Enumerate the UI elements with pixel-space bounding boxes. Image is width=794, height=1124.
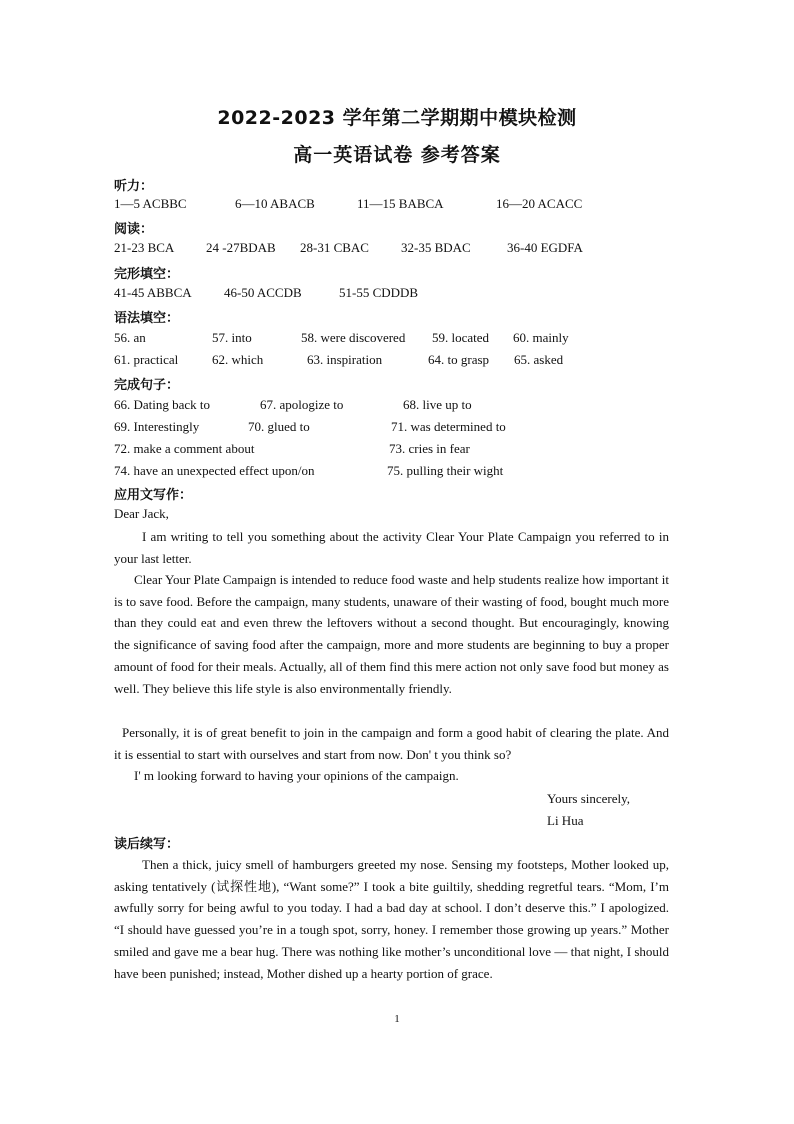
sentence-answers-row	[114, 441, 674, 461]
answer-item: 57. into	[212, 330, 252, 345]
answer-item: 59. located	[432, 330, 490, 345]
sentence-answers-row	[114, 419, 674, 439]
letter-salutation: Dear Jack,	[114, 506, 169, 521]
answer-item: 74. have an unexpected effect upon/on	[114, 463, 315, 478]
grammar-answers-row	[114, 330, 674, 350]
section-heading-grammar: 语法填空：	[114, 311, 180, 326]
continuation-paragraph: Then a thick, juicy smell of hamburgers greeted my nose. Sensing my footsteps, Mother looked up, asking tentatively (试探性地), “Want some?” I took a bite guiltily, shedding regretful tears. “Mom, I’m awfully sorry for being awful to you today. I had a bad day at school. I don’t deserve this.” I apologized. “I should have guessed you’re in a tough spot, sorry, honey. I remember those growing up years.” Mother smiled and gave me a bear hug. There was nothing like mother’s unconditional love — that night, I should have been punished; instead, Mother dished up a hearty portion of grace.	[114, 857, 669, 981]
section-heading-listening: 听力：	[114, 179, 154, 194]
answer-item: 75. pulling their wight	[387, 463, 504, 478]
listening-answers-row	[114, 196, 674, 216]
answer-item: 58. were discovered	[301, 330, 406, 345]
answer-item: 72. make a comment about	[114, 441, 255, 456]
letter-paragraph: Clear Your Plate Campaign is intended to reduce food waste and help students realize how important it is to save food. Before the campaign, many students, unaware of their wasting of food, bought much more than they could eat and even threw the leftovers without a second thought. But encouragingly, knowing the significance of saving food after the campaign, more and more students are beginning to buy a proper amount of food for their meals. Actually, all of them find this mere action not only save food but money as well. They believe this life style is also environmentally friendly.	[114, 572, 669, 696]
answer-group: 11—15 BABCA	[357, 196, 444, 211]
answer-item: 68. live up to	[403, 397, 472, 412]
letter-paragraph: I am writing to tell you something about the activity Clear Your Plate Campaign you referred to in your last letter.	[114, 529, 669, 566]
letter-paragraph: I' m looking forward to having your opinions of the campaign.	[134, 768, 459, 783]
answer-item: 56. an	[114, 330, 146, 345]
answer-group: 32-35 BDAC	[401, 240, 471, 255]
answer-group: 36-40 EGDFA	[507, 240, 583, 255]
grammar-answers-row	[114, 352, 674, 372]
sentence-answers-row	[114, 397, 674, 417]
answer-item: 70. glued to	[248, 419, 310, 434]
section-heading-cloze: 完形填空：	[114, 267, 180, 282]
answer-item: 62. which	[212, 352, 264, 367]
answer-group: 21-23 BCA	[114, 240, 175, 255]
answer-item: 71. was determined to	[391, 419, 506, 434]
page-title: 2022-2023 学年第二学期期中模块检测	[217, 107, 577, 129]
answer-group: 24 -27BDAB	[206, 240, 276, 255]
answer-group: 46-50 ACCDB	[224, 285, 302, 300]
answer-item: 73. cries in fear	[389, 441, 470, 456]
reading-answers-row	[114, 240, 674, 260]
section-heading-continuation: 读后续写：	[114, 837, 180, 852]
answer-group: 28-31 CBAC	[300, 240, 369, 255]
section-heading-writing: 应用文写作：	[114, 488, 193, 503]
letter-paragraph: Personally, it is of great benefit to join in the campaign and form a good habit of clearing the plate. And it is essential to start with ourselves and start from now. Don' t you think so?	[114, 725, 669, 762]
answer-group: 16—20 ACACC	[496, 196, 583, 211]
sentence-answers-row	[114, 463, 674, 483]
page-subtitle: 高一英语试卷 参考答案	[293, 144, 501, 166]
answer-group: 6—10 ABACB	[235, 196, 315, 211]
page-number: 1	[394, 1013, 400, 1025]
cloze-answers-row	[114, 285, 674, 305]
letter-closing: Yours sincerely,	[547, 791, 631, 806]
answer-item: 63. inspiration	[307, 352, 383, 367]
answer-group: 51-55 CDDDB	[339, 285, 419, 300]
answer-item: 66. Dating back to	[114, 397, 211, 412]
answer-item: 60. mainly	[513, 330, 569, 345]
section-heading-sentences: 完成句子：	[114, 378, 180, 393]
answer-item: 69. Interestingly	[114, 419, 200, 434]
letter-signature: Li Hua	[547, 813, 584, 828]
section-heading-reading: 阅读：	[114, 222, 154, 237]
answer-group: 41-45 ABBCA	[114, 285, 192, 300]
answer-item: 64. to grasp	[428, 352, 490, 367]
answer-item: 65. asked	[514, 352, 564, 367]
answer-group: 1—5 ACBBC	[114, 196, 187, 211]
answer-item: 61. practical	[114, 352, 179, 367]
answer-item: 67. apologize to	[260, 397, 344, 412]
